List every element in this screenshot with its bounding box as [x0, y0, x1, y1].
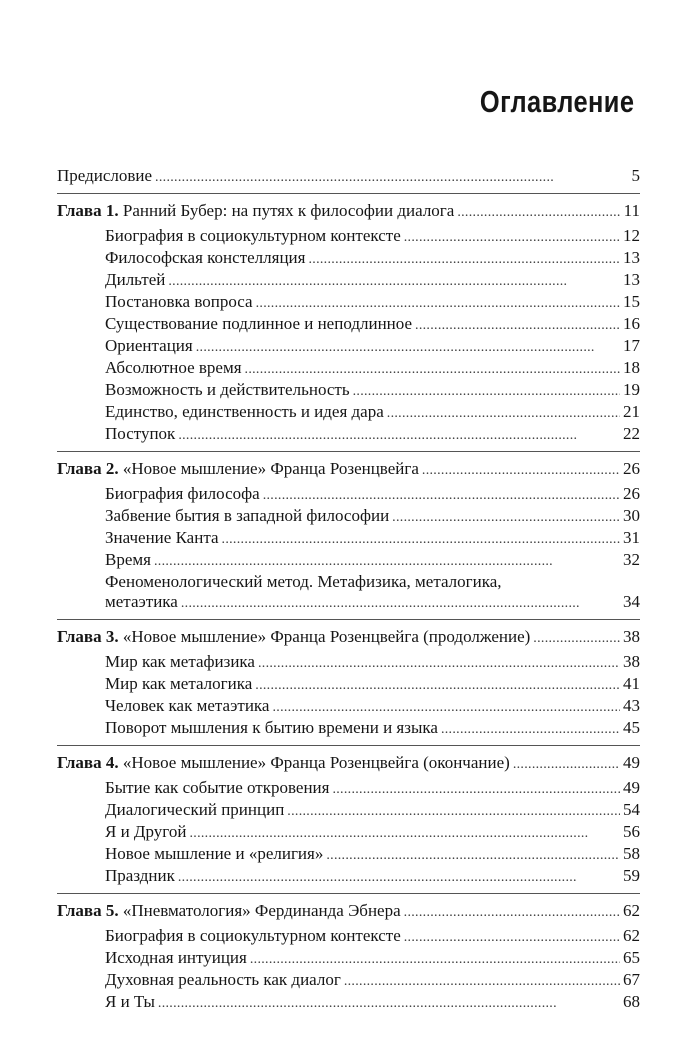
- dot-leader: [404, 901, 620, 923]
- toc-section[interactable]: [57, 844, 640, 866]
- toc-section-label: Биография философа: [105, 484, 260, 503]
- dot-leader: [258, 652, 620, 674]
- toc-section[interactable]: [57, 226, 640, 248]
- toc-section-label: Мир как металогика: [105, 674, 253, 693]
- chapter-block: [57, 459, 640, 620]
- chapter-block: [57, 753, 640, 894]
- toc-section[interactable]: [57, 528, 640, 550]
- toc-section[interactable]: [57, 424, 640, 446]
- chapter-block: [57, 201, 640, 452]
- toc-page-number: 49: [623, 753, 640, 772]
- dot-leader: [154, 550, 620, 572]
- dot-leader: [533, 627, 620, 649]
- chapter-title: «Новое мышление» Франца Розенцвейга: [122, 459, 419, 478]
- toc-section-continuation[interactable]: [57, 592, 640, 614]
- toc-page-number: 38: [623, 652, 640, 671]
- toc-section-label: Поступок: [105, 424, 176, 443]
- chapter-title: «Пневматология» Фердинанда Эбнера: [122, 901, 401, 920]
- toc-page-number: 49: [623, 778, 640, 797]
- dot-leader: [287, 800, 620, 822]
- toc-page-number: 68: [623, 992, 640, 1011]
- toc-page-number: 54: [623, 800, 640, 819]
- chapter-heading: [57, 627, 530, 647]
- dot-leader: [158, 992, 620, 1014]
- dot-leader: [404, 226, 620, 248]
- toc-section[interactable]: [57, 778, 640, 800]
- toc-page-number: 19: [623, 380, 640, 399]
- toc-section[interactable]: [57, 402, 640, 424]
- toc-section-label: Возможность и действительность: [105, 380, 350, 399]
- toc-entry-preface[interactable]: [57, 166, 640, 188]
- toc-section-label: Значение Канта: [105, 528, 219, 547]
- toc-section-label: Я и Другой: [105, 822, 187, 841]
- toc-section[interactable]: [57, 992, 640, 1014]
- chapter-block: [57, 901, 640, 1014]
- dot-leader: [441, 718, 620, 740]
- toc-section-label: Феноменологический метод. Метафизика, металогика,: [105, 572, 502, 591]
- dot-leader: [308, 248, 620, 270]
- toc-page-number: 22: [623, 424, 640, 443]
- toc-section[interactable]: [57, 358, 640, 380]
- dot-leader: [392, 506, 620, 528]
- toc-section[interactable]: [57, 948, 640, 970]
- toc-section-label: Праздник: [105, 866, 175, 885]
- dot-leader: [415, 314, 620, 336]
- dot-leader: [332, 778, 620, 800]
- divider: [57, 893, 640, 894]
- toc-section[interactable]: [57, 822, 640, 844]
- toc-page-number: 43: [623, 696, 640, 715]
- dot-leader: [387, 402, 620, 424]
- dot-leader: [155, 166, 628, 188]
- toc-section[interactable]: [57, 248, 640, 270]
- chapter-heading: [57, 201, 454, 221]
- toc-section-label: Забвение бытия в западной философии: [105, 506, 390, 525]
- toc-section-label: Биография в социокультурном контексте: [105, 226, 401, 245]
- chapter-block: [57, 627, 640, 746]
- toc-section-label: Поворот мышления к бытию времени и языка: [105, 718, 438, 737]
- toc-page-number: 26: [623, 484, 640, 503]
- toc-page-number: 26: [623, 459, 640, 478]
- dot-leader: [344, 970, 620, 992]
- toc-page-number: 31: [623, 528, 640, 547]
- toc-section[interactable]: [57, 484, 640, 506]
- toc-chapter-2[interactable]: [57, 459, 640, 481]
- toc-page-number: 16: [623, 314, 640, 333]
- chapter-title: Ранний Бубер: на путях к философии диалога: [122, 201, 455, 220]
- dot-leader: [255, 674, 620, 696]
- toc-section-label: Человек как метаэтика: [105, 696, 270, 715]
- toc-section-label: Постановка вопроса: [105, 292, 253, 311]
- chapter-number: Глава 2.: [57, 459, 119, 478]
- toc-page-number: 15: [623, 292, 640, 311]
- chapter-title: «Новое мышление» Франца Розенцвейга (окончание): [122, 753, 510, 772]
- dot-leader: [457, 201, 620, 223]
- dot-leader: [263, 484, 620, 506]
- toc-section-label: Я и Ты: [105, 992, 155, 1011]
- toc-section-label: Бытие как событие откровения: [105, 778, 330, 797]
- toc-section-label: Философская констелляция: [105, 248, 306, 267]
- toc-page-number: 13: [623, 248, 640, 267]
- toc-page-number: 59: [623, 866, 640, 885]
- toc-section-label: Мир как метафизика: [105, 652, 255, 671]
- toc-chapter-1[interactable]: [57, 201, 640, 223]
- dot-leader: [181, 592, 620, 614]
- divider: [57, 451, 640, 452]
- toc-page-number: 67: [623, 970, 640, 989]
- toc-section[interactable]: [57, 506, 640, 528]
- toc-entry-label: Предисловие: [57, 166, 153, 185]
- toc-chapter-5[interactable]: [57, 901, 640, 923]
- toc-page-number: 62: [623, 926, 640, 945]
- dot-leader: [245, 358, 620, 380]
- toc-section-label: Абсолютное время: [105, 358, 242, 377]
- toc-page-number: 34: [623, 592, 640, 611]
- toc-section-label: Ориентация: [105, 336, 193, 355]
- table-of-contents: [57, 166, 640, 1014]
- toc-section-label: Время: [105, 550, 151, 569]
- toc-section-label: Биография в социокультурном контексте: [105, 926, 401, 945]
- toc-section-label: Диалогический принцип: [105, 800, 285, 819]
- toc-section[interactable]: [57, 800, 640, 822]
- chapter-heading: [57, 459, 419, 479]
- toc-section[interactable]: [57, 926, 640, 948]
- toc-section[interactable]: [57, 970, 640, 992]
- dot-leader: [272, 696, 620, 718]
- chapters-list: [57, 201, 640, 1014]
- toc-section-label: Исходная интуиция: [105, 948, 247, 967]
- toc-section[interactable]: [57, 652, 640, 674]
- dot-leader: [404, 926, 620, 948]
- toc-section[interactable]: [57, 718, 640, 740]
- dot-leader: [196, 336, 620, 358]
- dot-leader: [422, 459, 620, 481]
- toc-page-number: 65: [623, 948, 640, 967]
- toc-page-number: 30: [623, 506, 640, 525]
- toc-section[interactable]: [57, 696, 640, 718]
- dot-leader: [326, 844, 620, 866]
- toc-section[interactable]: [57, 674, 640, 696]
- toc-page-number: 17: [623, 336, 640, 355]
- toc-section-label: метаэтика: [105, 592, 178, 611]
- toc-section[interactable]: [57, 572, 640, 592]
- toc-chapter-3[interactable]: [57, 627, 640, 649]
- chapter-number: Глава 1.: [57, 201, 119, 220]
- dot-leader: [178, 866, 620, 888]
- toc-page-number: 45: [623, 718, 640, 737]
- page-title: Оглавление: [479, 84, 634, 119]
- toc-section-label: Духовная реальность как диалог: [105, 970, 341, 989]
- divider: [57, 745, 640, 746]
- chapter-number: Глава 5.: [57, 901, 119, 920]
- dot-leader: [256, 292, 620, 314]
- dot-leader: [222, 528, 620, 550]
- toc-page-number: 41: [623, 674, 640, 693]
- toc-page-number: 18: [623, 358, 640, 377]
- chapter-heading: [57, 753, 510, 773]
- dot-leader: [513, 753, 620, 775]
- toc-section-label: Существование подлинное и неподлинное: [105, 314, 413, 333]
- toc-chapter-4[interactable]: [57, 753, 640, 775]
- toc-page-number: 11: [623, 201, 640, 220]
- dot-leader: [250, 948, 620, 970]
- chapter-heading: [57, 901, 401, 921]
- chapter-title: «Новое мышление» Франца Розенцвейга (продолжение): [122, 627, 531, 646]
- toc-section[interactable]: [57, 336, 640, 358]
- toc-section[interactable]: [57, 270, 640, 292]
- toc-page-number: 62: [623, 901, 640, 920]
- toc-page-number: 21: [623, 402, 640, 421]
- chapter-number: Глава 3.: [57, 627, 119, 646]
- toc-section[interactable]: [57, 380, 640, 402]
- toc-section[interactable]: [57, 292, 640, 314]
- dot-leader: [178, 424, 620, 446]
- toc-page-number: 5: [631, 166, 640, 185]
- toc-page-number: 13: [623, 270, 640, 289]
- toc-section-label: Дильтей: [105, 270, 166, 289]
- dot-leader: [189, 822, 620, 844]
- toc-section-label: Новое мышление и «религия»: [105, 844, 324, 863]
- divider: [57, 193, 640, 194]
- toc-page-number: 58: [623, 844, 640, 863]
- divider: [57, 619, 640, 620]
- toc-page-number: 38: [623, 627, 640, 646]
- toc-section-label: Единство, единственность и идея дара: [105, 402, 384, 421]
- toc-section[interactable]: [57, 866, 640, 888]
- chapter-number: Глава 4.: [57, 753, 119, 772]
- dot-leader: [168, 270, 620, 292]
- toc-page-number: 56: [623, 822, 640, 841]
- toc-section[interactable]: [57, 314, 640, 336]
- toc-page-number: 32: [623, 550, 640, 569]
- toc-section[interactable]: [57, 550, 640, 572]
- dot-leader: [353, 380, 620, 402]
- toc-page-number: 12: [623, 226, 640, 245]
